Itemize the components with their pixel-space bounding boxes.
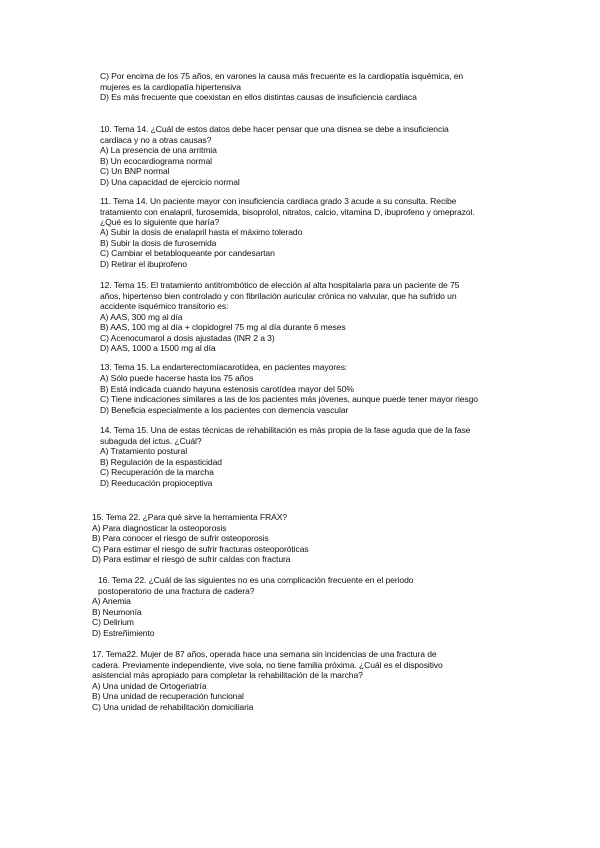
option-b: B) Un ecocardiograma normal: [100, 155, 212, 166]
question-16-stem: postoperatorio de una fractura de cadera?: [98, 585, 255, 596]
option-d: D) Estreñimiento: [92, 627, 155, 638]
option-a: A) Sólo puede hacerse hasta los 75 años: [100, 373, 254, 383]
option-d: D) Beneficia especialmente a los pacientes con demencia vascular: [100, 404, 349, 415]
option-d: D) Reeducación propioceptiva: [100, 477, 213, 488]
option-c: C) Un BNP normal: [100, 166, 170, 176]
option-a: A) AAS, 300 mg al día: [100, 311, 183, 322]
option-b: B) Regulación de la espasticidad: [100, 456, 222, 467]
question-11-stem: ¿Qué es lo siguiente que haría?: [100, 217, 220, 227]
question-12-stem: accidente isquémico transitorio es:: [100, 301, 229, 311]
option-a: A) Para diagnosticar la osteoporosis: [92, 522, 227, 533]
question-17-stem: cadera. Previamente independiente, vive sola, no tiene familia próxima. ¿Cuál es el dispositivo: [92, 659, 443, 670]
question-12-stem: 12. Tema 15. El tratamiento antitrombótico de elección al alta hospitalaria para un paciente de 75: [100, 280, 460, 290]
question-13-stem: 13. Tema 15. La endarterectomíacarotídea, en pacientes mayores:: [100, 362, 348, 372]
option-d: D) Retirar el ibuprofeno: [100, 258, 187, 269]
option-a: A) La presencia de una arritmia: [100, 145, 217, 155]
option-c: C) Recuperación de la marcha: [100, 467, 214, 477]
question-16-stem: 16. Tema 22. ¿Cuál de las siguientes no es una complicación frecuente en el periodo: [98, 575, 414, 585]
question-12-stem: años, hipertenso bien controlado y con fibrilación auricular crónica no valvular, que ha sufrido un: [100, 290, 457, 301]
option-c: C) Cambiar el betabloqueante por candesartan: [100, 248, 275, 258]
option-d: D) AAS, 1000 a 1500 mg al día: [100, 343, 216, 353]
option-b: B) Para conocer el riesgo de sufrir osteoporosis: [92, 533, 269, 543]
option-a: A) Tratamiento postural: [100, 446, 188, 456]
question-11-stem: tratamiento con enalapril, furosemida, bisoprolol, nitratos, calcio, vitamina D, ibuprofeno y omeprazol.: [100, 206, 475, 217]
option-c: C) Delirium: [92, 617, 134, 627]
option-c: C) Acenocumarol a dosis ajustadas (INR 2 a 3): [100, 332, 275, 343]
option-c-line: mujeres es la cardiopatía hipertensiva: [100, 81, 241, 92]
option-a: A) Subir la dosis de enalapril hasta el máximo tolerado: [100, 227, 303, 237]
option-c: C) Para estimar el riesgo de sufrir fracturas osteoporóticas: [92, 543, 309, 554]
question-17-stem: asistencial más apropiado para completar la rehabilitación de la marcha?: [92, 670, 363, 680]
question-10-stem: cardiaca y no a otras causas?: [100, 134, 212, 145]
option-b: B) Neumonía: [92, 606, 142, 617]
question-10-stem: 10. Tema 14. ¿Cuál de estos datos debe hacer pensar que una disnea se debe a insuficiencia: [100, 124, 449, 134]
question-15-stem: 15. Tema 22. ¿Para qué sirve la herramienta FRAX?: [92, 512, 288, 522]
option-c: C) Una unidad de rehabilitación domiciliaria: [92, 701, 254, 712]
option-d: D) Una capacidad de ejercicio normal: [100, 176, 240, 187]
option-d: D) Para estimar el riesgo de sufrir caídas con fractura: [92, 554, 291, 564]
option-b: B) Una unidad de recuperación funcional: [92, 691, 244, 701]
option-d: D) Es más frecuente que coexistan en ellos distintas causas de insuficiencia cardiaca: [100, 92, 417, 102]
option-c: C) Tiene indicaciones similares a las de los pacientes más jóvenes, aunque puede tener mayor riesgo: [100, 394, 478, 404]
option-b: B) Subir la dosis de furosemida: [100, 237, 217, 248]
question-14-stem: 14. Tema 15. Una de estas técnicas de rehabilitación es más propia de la fase aguda que de la fase: [100, 425, 471, 435]
option-c-line: C) Por encima de los 75 años, en varones la causa más frecuente es la cardiopatía isquémica, en: [100, 71, 464, 81]
question-14-stem: subaguda del ictus. ¿Cuál?: [100, 435, 202, 446]
option-b: B) AAS, 100 mg al día + clopidogrel 75 mg al día durante 6 meses: [100, 322, 346, 332]
question-17-stem: 17. Tema22. Mujer de 87 años, operada hace una semana sin incidencias de una fractura de: [92, 649, 437, 659]
question-11-stem: 11. Tema 14. Un paciente mayor con insuficiencia cardiaca grado 3 acude a su consulta. Recibe: [100, 196, 457, 206]
option-a: A) Una unidad de Ortogeriatría: [92, 680, 207, 691]
option-b: B) Está indicada cuando hayuna estenosis carotídea mayor del 50%: [100, 383, 354, 394]
option-a: A) Anemia: [92, 596, 131, 606]
